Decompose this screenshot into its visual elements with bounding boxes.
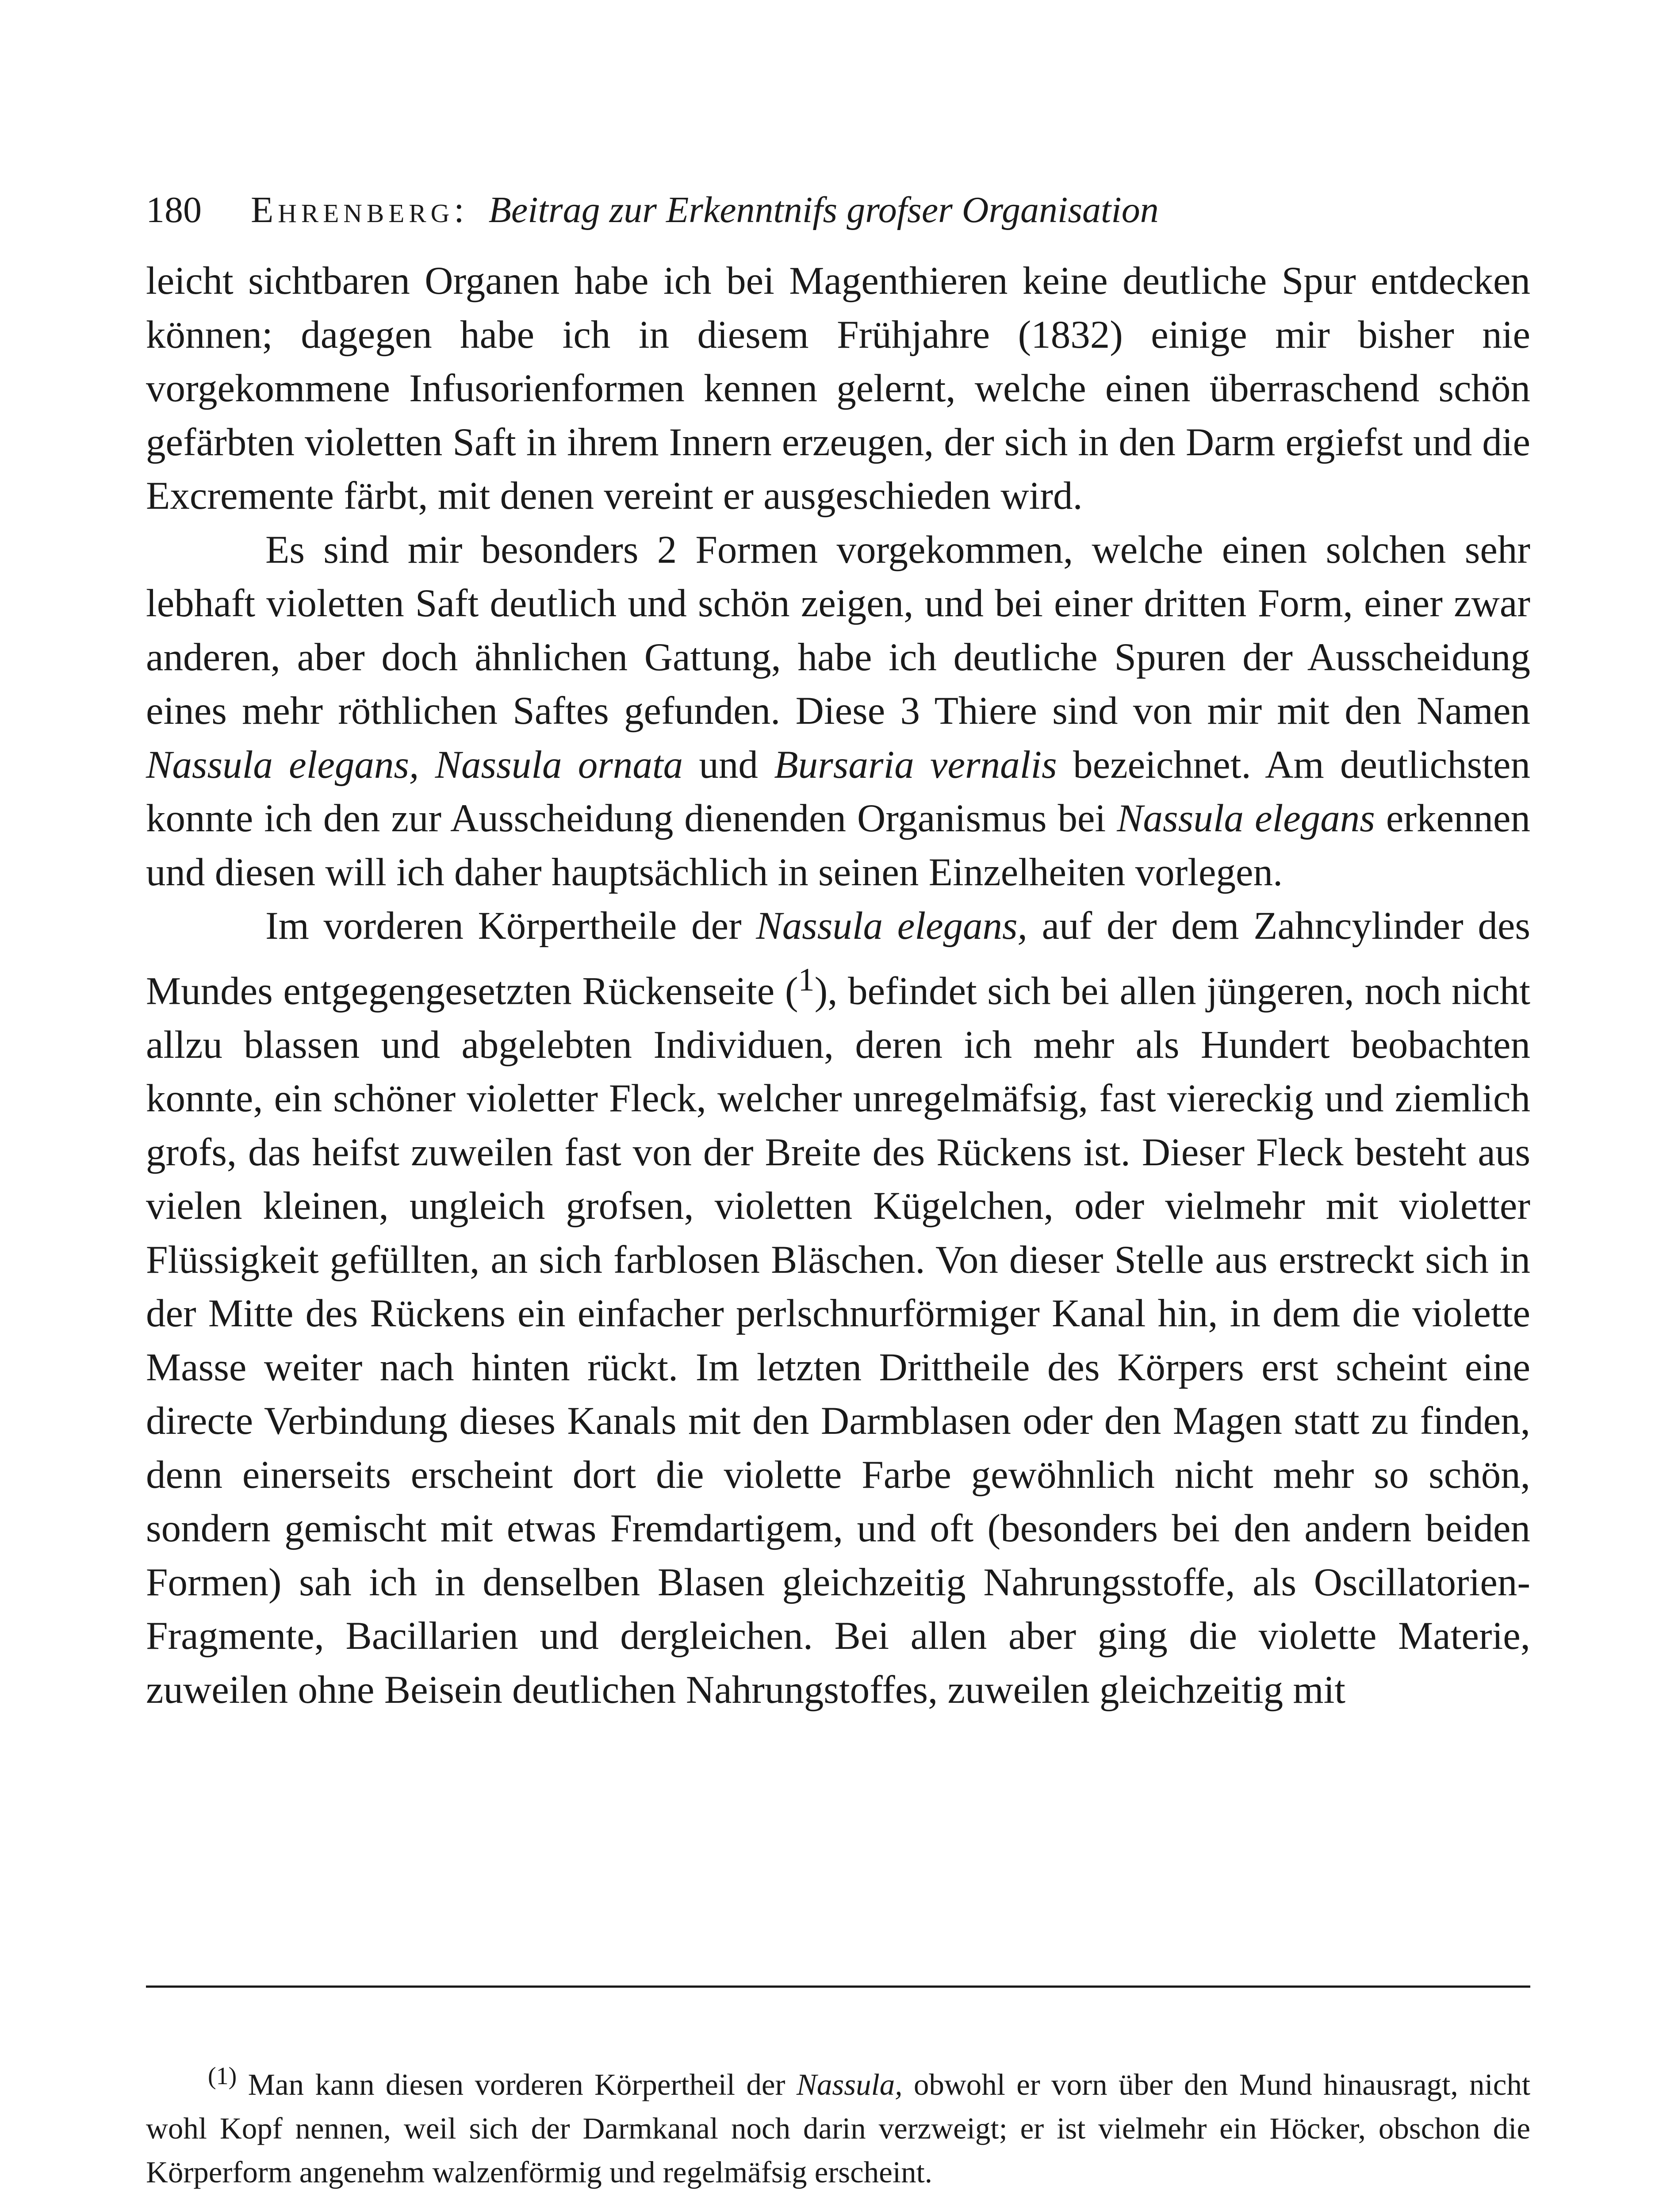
paragraph-3-text-2: auf der dem Zahncylinder des Mundes entgegengesetzten Rückenseite ( (146, 904, 1530, 1013)
footnote-text-2: obwohl er vorn über den Mund hinausragt, nicht wohl Kopf nennen, weil sich der Darmkanal noch darin verzweigt; er ist vielmehr ein Höcker, obschon die Körperform angenehm walzenförmig und regelmäfsig erscheint. (146, 2068, 1530, 2189)
paragraph-3-text-1: Im vorderen Körpertheile der (265, 904, 756, 948)
paragraph-2-text-3: bezeichnet. Am deutlichsten konnte ich den zur Ausscheidung dienenden Organismus bei (146, 743, 1531, 840)
species-name: Nassula elegans, (146, 743, 419, 787)
species-name: Nassula ornata (435, 743, 683, 787)
paragraph-1-text: leicht sichtbaren Organen habe ich bei Magenthieren keine deutliche Spur entdecken können; dagegen habe ich in diesem Frühjahre (1832) einige mir bisher nie vorgekommene Infusorienformen kennen gelernt, welche einen überraschend schön gefärbten violetten Saft in ihrem Innern erzeugen, der sich in den Darm ergiefst und die Excremente färbt, mit denen vereint er ausgeschieden wird. (146, 259, 1530, 518)
paragraph-1 (146, 254, 1530, 523)
footnote-marker: (1) (208, 2062, 237, 2090)
main-text (146, 254, 1530, 1717)
paragraph-2-text-2: und (683, 743, 774, 787)
running-head-title: Beitrag zur Erkenntnifs grofser Organisation (488, 189, 1159, 230)
footnote-text-1: Man kann diesen vorderen Körpertheil der (237, 2068, 797, 2101)
paragraph-2 (146, 523, 1530, 900)
page-number: 180 (146, 189, 202, 230)
paragraph-2-space (419, 743, 435, 787)
footnote-reference: 1 (798, 961, 815, 998)
footnote-species-name: Nassula, (796, 2068, 903, 2101)
running-head-author: Ehrenberg: (251, 189, 469, 230)
page-header (146, 179, 1530, 241)
paragraph-2-text-4: erkennen und diesen will ich daher hauptsächlich in seinen Einzelheiten vorlegen. (146, 797, 1530, 894)
footnote-separator (146, 1985, 1530, 1988)
species-name: Nassula elegans, (756, 904, 1027, 948)
species-name: Nassula elegans (1117, 797, 1375, 840)
paragraph-2-text-1: Es sind mir besonders 2 Formen vorgekommen, welche einen solchen sehr lebhaft violetten Saft deutlich und schön zeigen, und bei einer dritten Form, einer zwar anderen, aber doch ähnlichen Gattung, habe ich deutliche Spuren der Ausscheidung eines mehr röthlichen Saftes gefunden. Diese 3 Thiere sind von mir mit den Namen (146, 528, 1530, 733)
footnote (146, 2055, 1530, 2194)
paragraph-3 (146, 899, 1530, 1717)
species-name: Bursaria vernalis (774, 743, 1057, 787)
paragraph-3-text-3: ), befindet sich bei allen jüngeren, noch nicht allzu blassen und abgelebten Individuen, deren ich mehr als Hundert beobachten konnte, ein schöner violetter Fleck, welcher unregelmäfsig, fast viereckig und ziemlich grofs, das heifst zuweilen fast von der Breite des Rückens ist. Dieser Fleck besteht aus vielen kleinen, ungleich grofsen, violetten Kügelchen, oder vielmehr mit violetter Flüssigkeit gefüllten, an sich farblosen Bläschen. Von dieser Stelle aus erstreckt sich in der Mitte des Rückens ein einfacher perlschnurförmiger Kanal hin, in dem die violette Masse weiter nach hinten rückt. Im letzten Drittheile des Körpers erst scheint eine directe Verbindung dieses Kanals mit den Darmblasen oder den Magen statt zu finden, denn einerseits erscheint dort die violette Farbe gewöhnlich nicht mehr so schön, sondern gemischt mit etwas Fremdartigem, und oft (besonders bei den andern beiden Formen) sah ich in denselben Blasen gleichzeitig Nahrungsstoffe, als Oscillatorien-Fragmente, Bacillarien und dergleichen. Bei allen aber ging die violette Materie, zuweilen ohne Beisein deutlichen Nahrungstoffes, zuweilen gleichzeitig mit (146, 969, 1530, 1712)
